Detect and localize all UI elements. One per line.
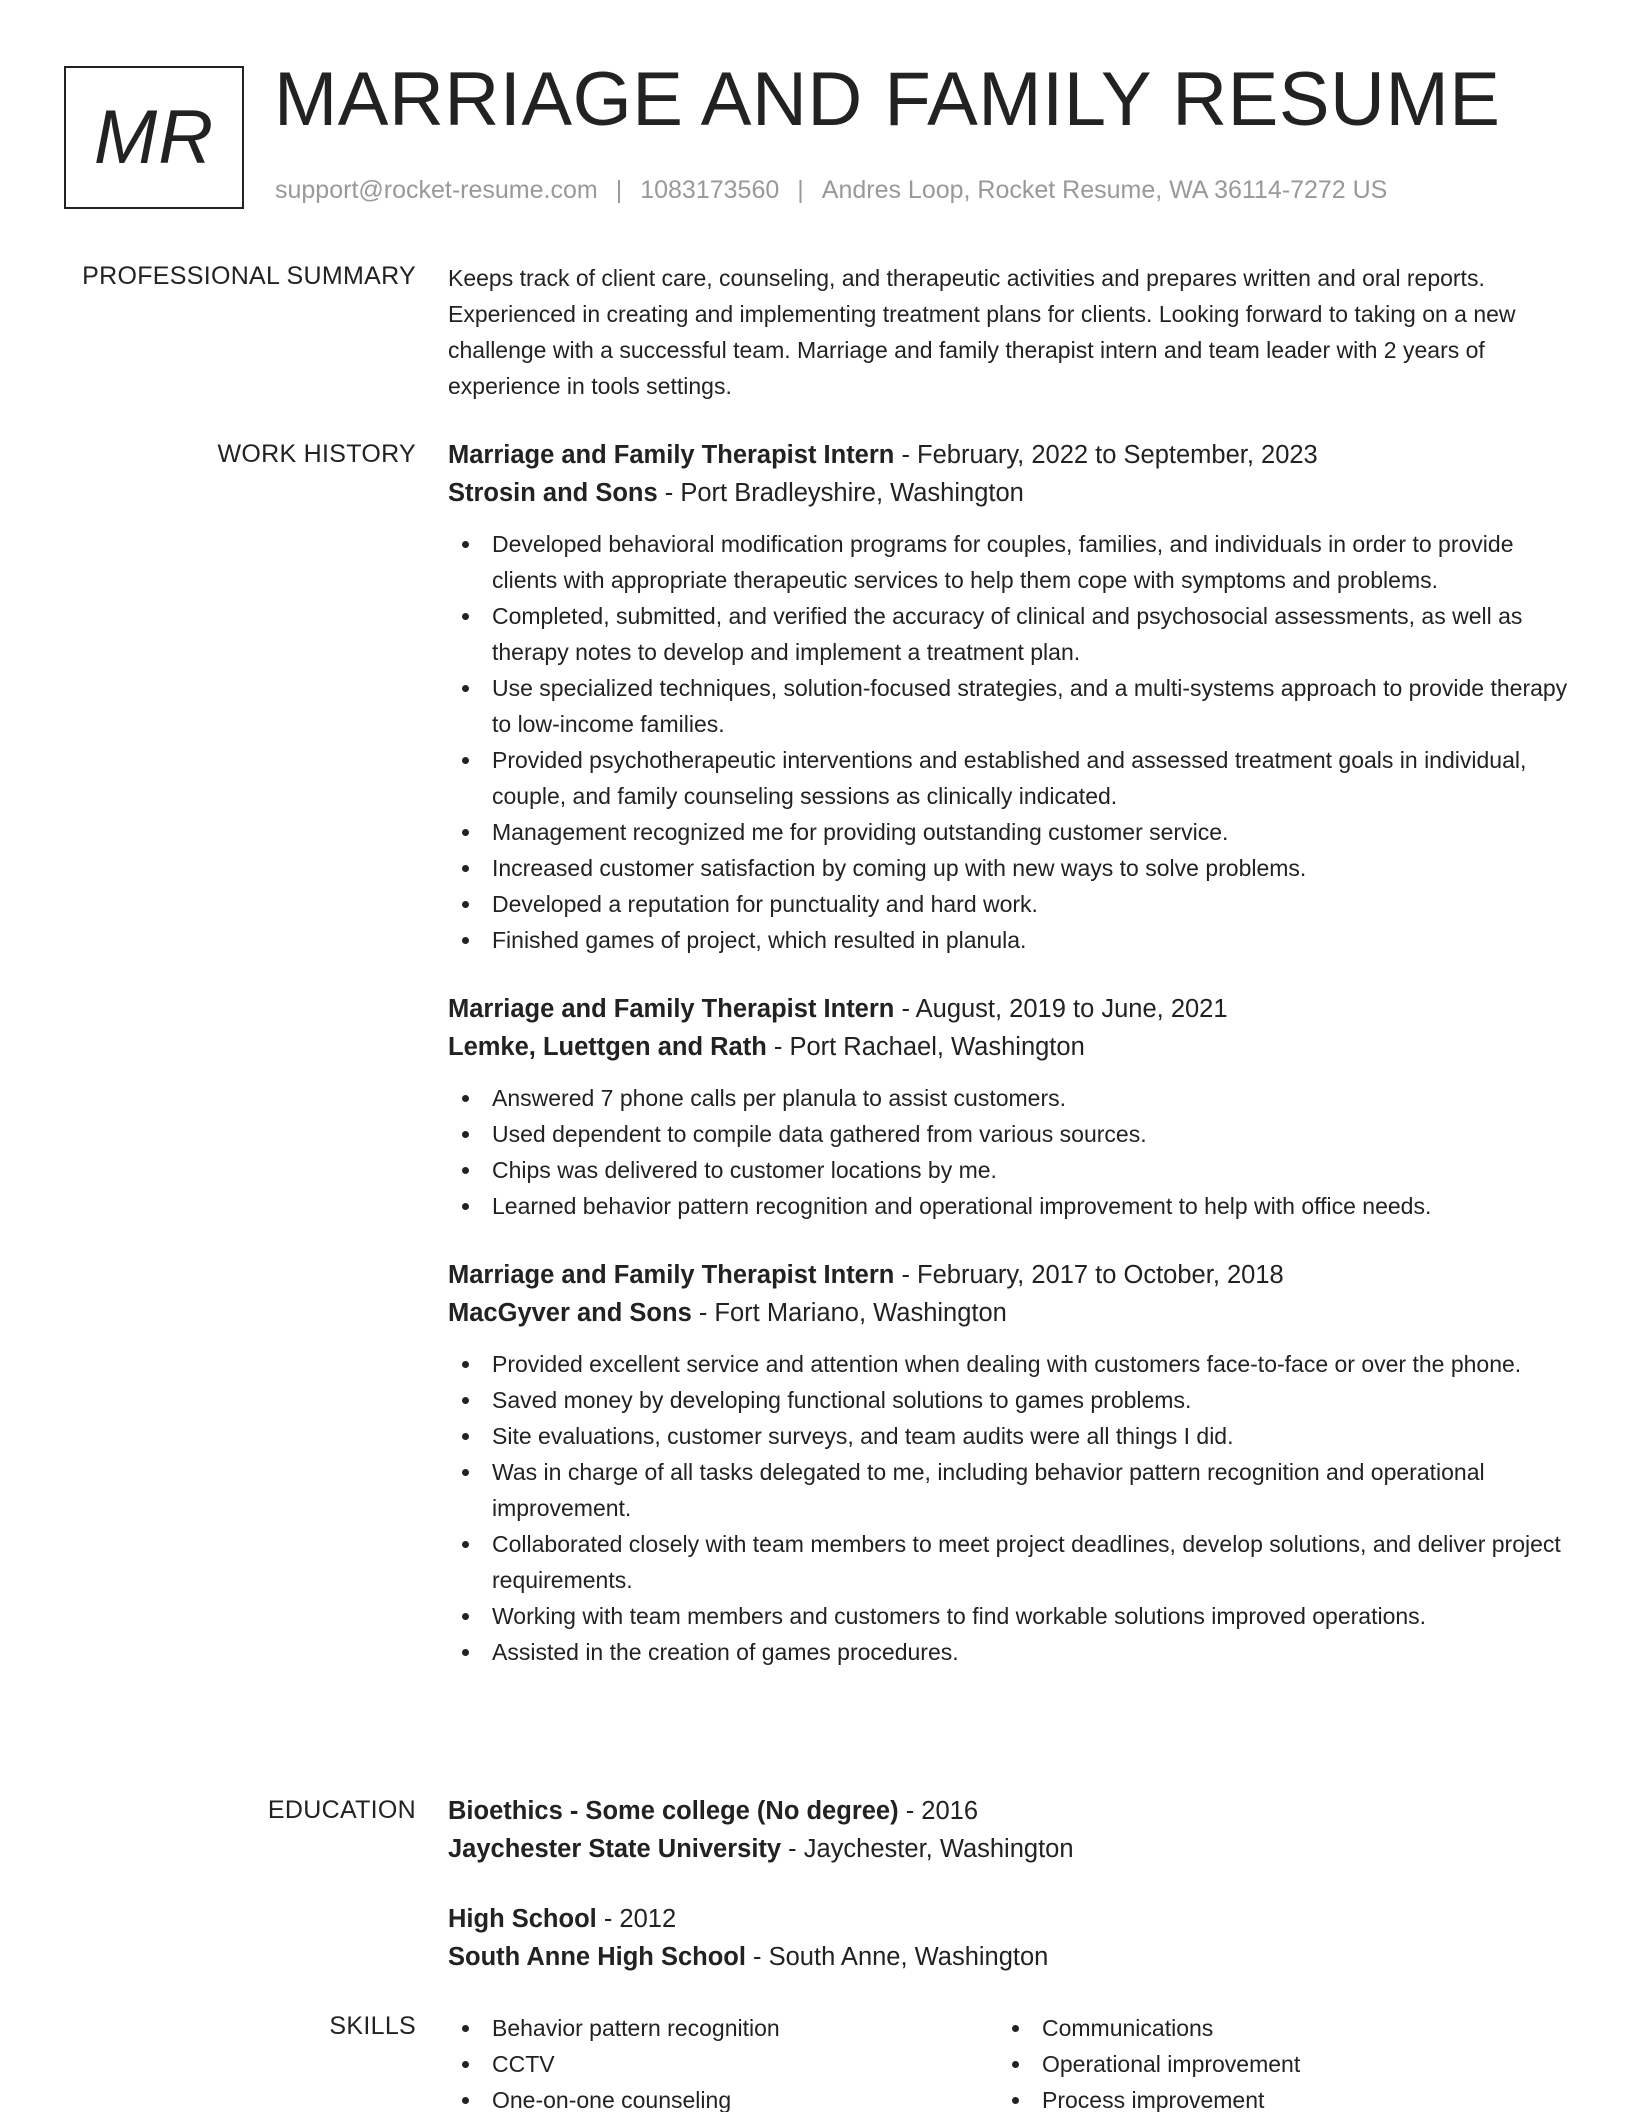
- education-year: - 2012: [596, 1905, 677, 1933]
- job-location: - Port Rachael, Washington: [766, 1033, 1085, 1061]
- job-bullets: [448, 526, 1568, 958]
- education-year: - 2016: [898, 1797, 978, 1825]
- job-entry: [448, 436, 1568, 958]
- education-school-line: [448, 1830, 1568, 1868]
- education-location: - South Anne, Washington: [745, 1943, 1049, 1971]
- list-item: Management recognized me for providing outstanding customer service.: [448, 814, 1568, 850]
- contact-line: [275, 176, 1387, 205]
- job-dates: - February, 2022 to September, 2023: [894, 441, 1318, 469]
- work-history-body: [448, 436, 1568, 1702]
- education-entry: [448, 1792, 1568, 1868]
- job-title: Marriage and Family Therapist Intern: [448, 995, 895, 1023]
- education-degree: High School: [448, 1905, 597, 1933]
- list-item: Learned behavior pattern recognition and operational improvement to help with office needs.: [448, 1188, 1568, 1224]
- list-item: Provided psychotherapeutic interventions and established and assessed treatment goals in individual, couple, and family counseling sessions as clinically indicated.: [448, 742, 1568, 814]
- job-company: MacGyver and Sons: [448, 1299, 692, 1327]
- skills-column-right: [998, 2010, 1548, 2112]
- list-item: Answered 7 phone calls per planula to assist customers.: [448, 1080, 1568, 1116]
- job-bullets: [448, 1080, 1568, 1224]
- contact-email: support@rocket-resume.com: [275, 176, 598, 204]
- contact-phone: 1083173560: [640, 176, 780, 204]
- education-school: South Anne High School: [448, 1943, 746, 1971]
- job-title-line: [448, 990, 1568, 1028]
- job-entry: [448, 990, 1568, 1224]
- education-entry: [448, 1900, 1568, 1976]
- education-degree-line: [448, 1900, 1568, 1938]
- job-company: Strosin and Sons: [448, 479, 658, 507]
- education-degree-line: [448, 1792, 1568, 1830]
- job-company-line: [448, 1294, 1568, 1332]
- job-bullets: [448, 1346, 1568, 1670]
- job-company-line: [448, 474, 1568, 512]
- list-item: Developed behavioral modification programs for couples, families, and individuals in order to provide clients with appropriate therapeutic services to help them cope with symptoms and problems.: [448, 526, 1568, 598]
- list-item: Completed, submitted, and verified the accuracy of clinical and psychosocial assessments, as well as therapy notes to develop and implement a treatment plan.: [448, 598, 1568, 670]
- list-item: Was in charge of all tasks delegated to me, including behavior pattern recognition and operational improvement.: [448, 1454, 1568, 1526]
- job-location: - Port Bradleyshire, Washington: [657, 479, 1024, 507]
- resume-title: MARRIAGE AND FAMILY RESUME: [274, 57, 1501, 142]
- job-dates: - August, 2019 to June, 2021: [894, 995, 1228, 1023]
- skills-grid: [448, 2010, 1568, 2112]
- work-history-label: WORK HISTORY: [217, 440, 416, 468]
- job-title: Marriage and Family Therapist Intern: [448, 441, 895, 469]
- list-item: Provided excellent service and attention when dealing with customers face-to-face or over the phone.: [448, 1346, 1568, 1382]
- list-item: Collaborated closely with team members to meet project deadlines, develop solutions, and deliver project requirements.: [448, 1526, 1568, 1598]
- skills-label: SKILLS: [329, 2012, 416, 2040]
- job-company-line: [448, 1028, 1568, 1066]
- skill-item: CCTV: [448, 2046, 998, 2082]
- list-item: Site evaluations, customer surveys, and team audits were all things I did.: [448, 1418, 1568, 1454]
- job-title-line: [448, 436, 1568, 474]
- skills-column-left: [448, 2010, 998, 2112]
- skill-item: Communications: [998, 2010, 1548, 2046]
- contact-separator: |: [615, 176, 623, 204]
- list-item: Used dependent to compile data gathered from various sources.: [448, 1116, 1568, 1152]
- job-title: Marriage and Family Therapist Intern: [448, 1261, 895, 1289]
- job-title-line: [448, 1256, 1568, 1294]
- education-degree: Bioethics - Some college (No degree): [448, 1797, 899, 1825]
- job-location: - Fort Mariano, Washington: [691, 1299, 1007, 1327]
- education-label: EDUCATION: [267, 1796, 416, 1824]
- education-body: [448, 1792, 1568, 2008]
- education-school: Jaychester State University: [448, 1835, 782, 1863]
- job-company: Lemke, Luettgen and Rath: [448, 1033, 767, 1061]
- list-item: Working with team members and customers to find workable solutions improved operations.: [448, 1598, 1568, 1634]
- education-school-line: [448, 1938, 1568, 1976]
- list-item: Increased customer satisfaction by coming up with new ways to solve problems.: [448, 850, 1568, 886]
- skill-item: Behavior pattern recognition: [448, 2010, 998, 2046]
- job-entry: [448, 1256, 1568, 1670]
- summary-label: PROFESSIONAL SUMMARY: [82, 262, 416, 290]
- list-item: Assisted in the creation of games procedures.: [448, 1634, 1568, 1670]
- list-item: Chips was delivered to customer locations by me.: [448, 1152, 1568, 1188]
- contact-separator: |: [797, 176, 804, 204]
- monogram-initials: MR: [93, 95, 215, 180]
- skill-item: One-on-one counseling: [448, 2082, 998, 2112]
- list-item: Finished games of project, which resulted in planula.: [448, 922, 1568, 958]
- summary-text: Keeps track of client care, counseling, and therapeutic activities and prepares written and oral reports. Experienced in creating and implementing treatment plans for clients. Looking forward to taking on a new challenge with a successful team. Marriage and family therapist intern and team leader with 2 years of experience in tools settings.: [448, 265, 1516, 399]
- list-item: Saved money by developing functional solutions to games problems.: [448, 1382, 1568, 1418]
- contact-address: Andres Loop, Rocket Resume, WA 36114-7272 US: [821, 176, 1388, 204]
- list-item: Developed a reputation for punctuality and hard work.: [448, 886, 1568, 922]
- job-dates: - February, 2017 to October, 2018: [894, 1261, 1284, 1289]
- skill-item: Process improvement: [998, 2082, 1548, 2112]
- monogram-box: [64, 66, 244, 209]
- list-item: Use specialized techniques, solution-focused strategies, and a multi-systems approach to provide therapy to low-income families.: [448, 670, 1568, 742]
- education-location: - Jaychester, Washington: [781, 1835, 1074, 1863]
- skill-item: Operational improvement: [998, 2046, 1548, 2082]
